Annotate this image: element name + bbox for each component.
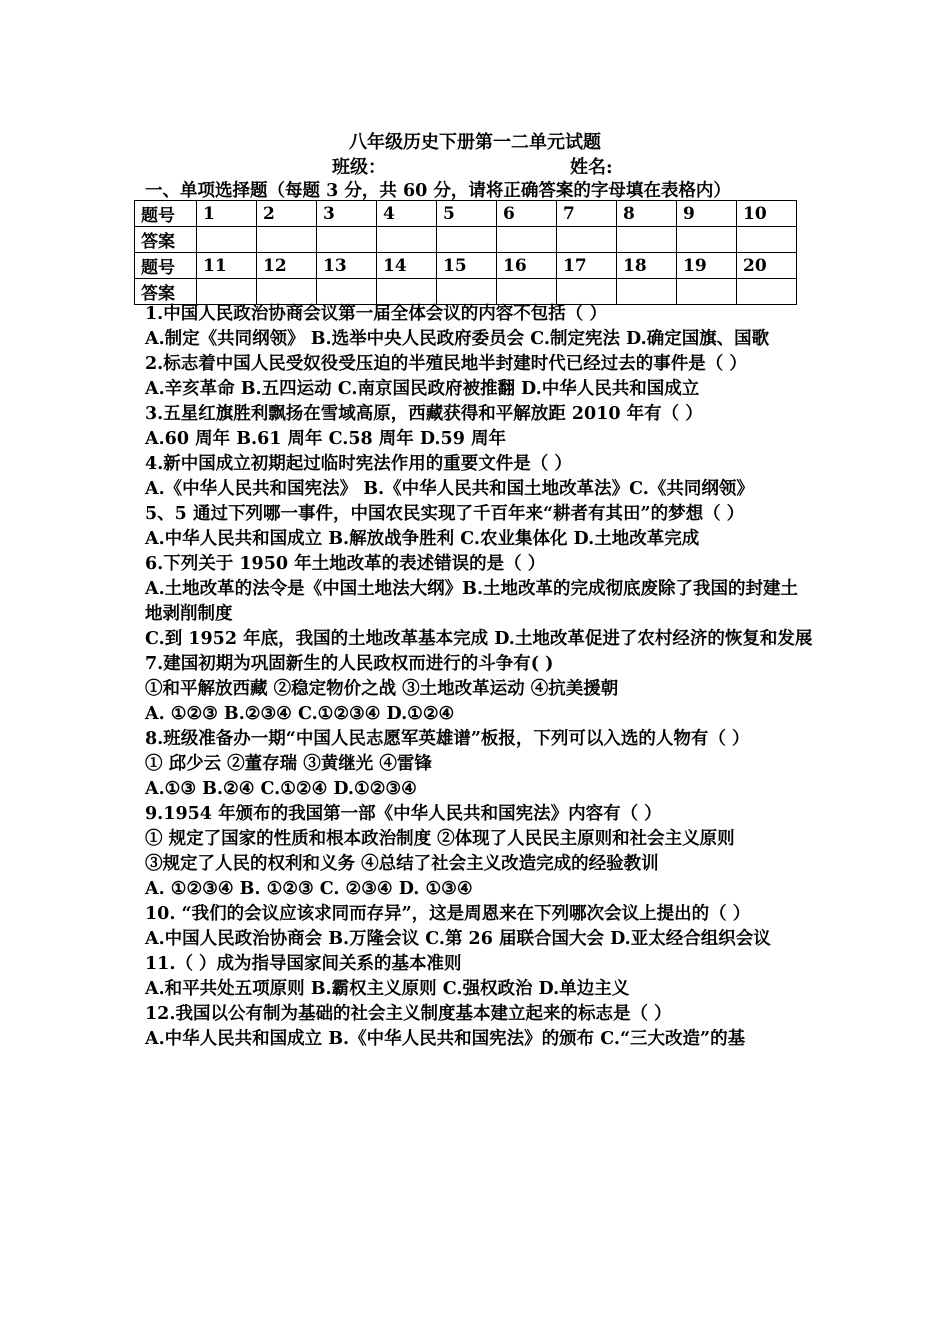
table-cell: 13 xyxy=(317,253,377,279)
table-cell: 11 xyxy=(197,253,257,279)
answer-cell[interactable] xyxy=(437,279,497,305)
table-cell: 9 xyxy=(677,201,737,227)
question-6-options-ab: A.土地改革的法令是《中国土地法大纲》B.土地改革的完成彻底废除了我国的封建土地剥削制度 xyxy=(145,579,799,624)
question-11: 11.（ ）成为指导国家间关系的基本准则 xyxy=(145,954,462,974)
table-row xyxy=(135,279,797,305)
table-cell: 12 xyxy=(257,253,317,279)
question-9-options: A. ①②③④ B. ①②③ C. ②③④ D. ①③④ xyxy=(145,879,473,899)
answer-cell[interactable] xyxy=(257,279,317,305)
question-2: 2.标志着中国人民受奴役受压迫的半殖民地半封建时代已经过去的事件是（ ） xyxy=(145,354,747,374)
answer-cell[interactable] xyxy=(437,227,497,253)
question-8: 8.班级准备办一期“中国人民志愿军英雄谱”板报，下列可以入选的人物有（ ） xyxy=(145,729,750,749)
answer-cell[interactable] xyxy=(617,279,677,305)
table-cell: 4 xyxy=(377,201,437,227)
table-row xyxy=(135,253,797,279)
question-2-options: A.辛亥革命 B.五四运动 C.南京国民政府被推翻 D.中华人民共和国成立 xyxy=(145,379,700,399)
table-cell: 3 xyxy=(317,201,377,227)
question-7-options: A. ①②③ B.②③④ C.①②③④ D.①②④ xyxy=(145,704,455,724)
table-cell: 题号 xyxy=(135,201,197,227)
answer-cell[interactable] xyxy=(617,227,677,253)
table-row xyxy=(135,227,797,253)
table-cell: 18 xyxy=(617,253,677,279)
question-12: 12.我国以公有制为基础的社会主义制度基本建立起来的标志是（ ） xyxy=(145,1004,672,1024)
table-cell: 2 xyxy=(257,201,317,227)
table-cell: 1 xyxy=(197,201,257,227)
question-10-options: A.中国人民政治协商会 B.万隆会议 C.第 26 届联合国大会 D.亚太经合组织会议 xyxy=(145,929,771,949)
answer-cell[interactable] xyxy=(557,279,617,305)
question-8-options: A.①③ B.②④ C.①②④ D.①②③④ xyxy=(145,779,417,799)
question-7-items: ①和平解放西藏 ②稳定物价之战 ③土地改革运动 ④抗美援朝 xyxy=(145,679,619,699)
table-cell: 答案 xyxy=(135,227,197,253)
question-3-options: A.60 周年 B.61 周年 C.58 周年 D.59 周年 xyxy=(145,429,506,449)
answer-cell[interactable] xyxy=(497,279,557,305)
answer-cell[interactable] xyxy=(377,227,437,253)
question-list xyxy=(145,302,813,1052)
answer-cell[interactable] xyxy=(317,279,377,305)
table-cell: 20 xyxy=(737,253,797,279)
question-7: 7.建国初期为巩固新生的人民政权而进行的斗争有( ) xyxy=(145,654,554,674)
answer-cell[interactable] xyxy=(497,227,557,253)
table-cell: 14 xyxy=(377,253,437,279)
table-cell: 10 xyxy=(737,201,797,227)
question-8-items: ① 邱少云 ②董存瑞 ③黄继光 ④雷锋 xyxy=(145,754,432,774)
answer-table xyxy=(134,200,797,305)
question-5-options: A.中华人民共和国成立 B.解放战争胜利 C.农业集体化 D.土地改革完成 xyxy=(145,529,700,549)
question-1: 1.中国人民政治协商会议第一届全体会议的内容不包括（ ） xyxy=(145,304,607,324)
question-6-options-cd: C.到 1952 年底，我国的土地改革基本完成 D.土地改革促进了农村经济的恢复和发展 xyxy=(145,629,813,649)
question-5: 5、5 通过下列哪一事件，中国农民实现了千百年来“耕者有其田”的梦想（ ） xyxy=(145,504,745,524)
table-cell: 17 xyxy=(557,253,617,279)
table-cell: 5 xyxy=(437,201,497,227)
question-9-items-b: ③规定了人民的权利和义务 ④总结了社会主义改造完成的经验教训 xyxy=(145,854,659,874)
answer-cell[interactable] xyxy=(197,279,257,305)
table-cell: 题号 xyxy=(135,253,197,279)
table-cell: 8 xyxy=(617,201,677,227)
answer-cell[interactable] xyxy=(257,227,317,253)
answer-cell[interactable] xyxy=(317,227,377,253)
table-cell: 19 xyxy=(677,253,737,279)
question-3: 3.五星红旗胜利飘扬在雪域高原，西藏获得和平解放距 2010 年有（ ） xyxy=(145,404,703,424)
question-9-items-a: ① 规定了国家的性质和根本政治制度 ②体现了人民民主原则和社会主义原则 xyxy=(145,829,735,849)
question-6: 6.下列关于 1950 年土地改革的表述错误的是（ ） xyxy=(145,554,546,574)
answer-cell[interactable] xyxy=(557,227,617,253)
answer-cell[interactable] xyxy=(677,279,737,305)
question-4: 4.新中国成立初期起过临时宪法作用的重要文件是（ ） xyxy=(145,454,572,474)
question-12-options: A.中华人民共和国成立 B.《中华人民共和国宪法》的颁布 C.“三大改造”的基 xyxy=(145,1029,746,1049)
table-cell: 答案 xyxy=(135,279,197,305)
question-1-options: A.制定《共同纲领》 B.选举中央人民政府委员会 C.制定宪法 D.确定国旗、国歌 xyxy=(145,329,770,349)
name-label: 姓名: xyxy=(570,157,613,178)
table-row xyxy=(135,201,797,227)
page-title: 八年级历史下册第一二单元试题 xyxy=(349,132,601,153)
table-cell: 15 xyxy=(437,253,497,279)
question-10: 10. “我们的会议应该求同而存异”，这是周恩来在下列哪次会议上提出的（ ） xyxy=(145,904,751,924)
answer-cell[interactable] xyxy=(377,279,437,305)
answer-cell[interactable] xyxy=(677,227,737,253)
section-heading: 一、单项选择题（每题 3 分，共 60 分，请将正确答案的字母填在表格内） xyxy=(145,181,731,201)
answer-cell[interactable] xyxy=(197,227,257,253)
table-cell: 6 xyxy=(497,201,557,227)
table-cell: 7 xyxy=(557,201,617,227)
table-cell: 16 xyxy=(497,253,557,279)
answer-cell[interactable] xyxy=(737,279,797,305)
answer-cell[interactable] xyxy=(737,227,797,253)
question-9: 9.1954 年颁布的我国第一部《中华人民共和国宪法》内容有（ ） xyxy=(145,804,662,824)
class-label: 班级： xyxy=(332,157,386,178)
question-4-options: A.《中华人民共和国宪法》 B.《中华人民共和国土地改革法》C.《共同纲领》 xyxy=(145,479,754,499)
question-11-options: A.和平共处五项原则 B.霸权主义原则 C.强权政治 D.单边主义 xyxy=(145,979,630,999)
